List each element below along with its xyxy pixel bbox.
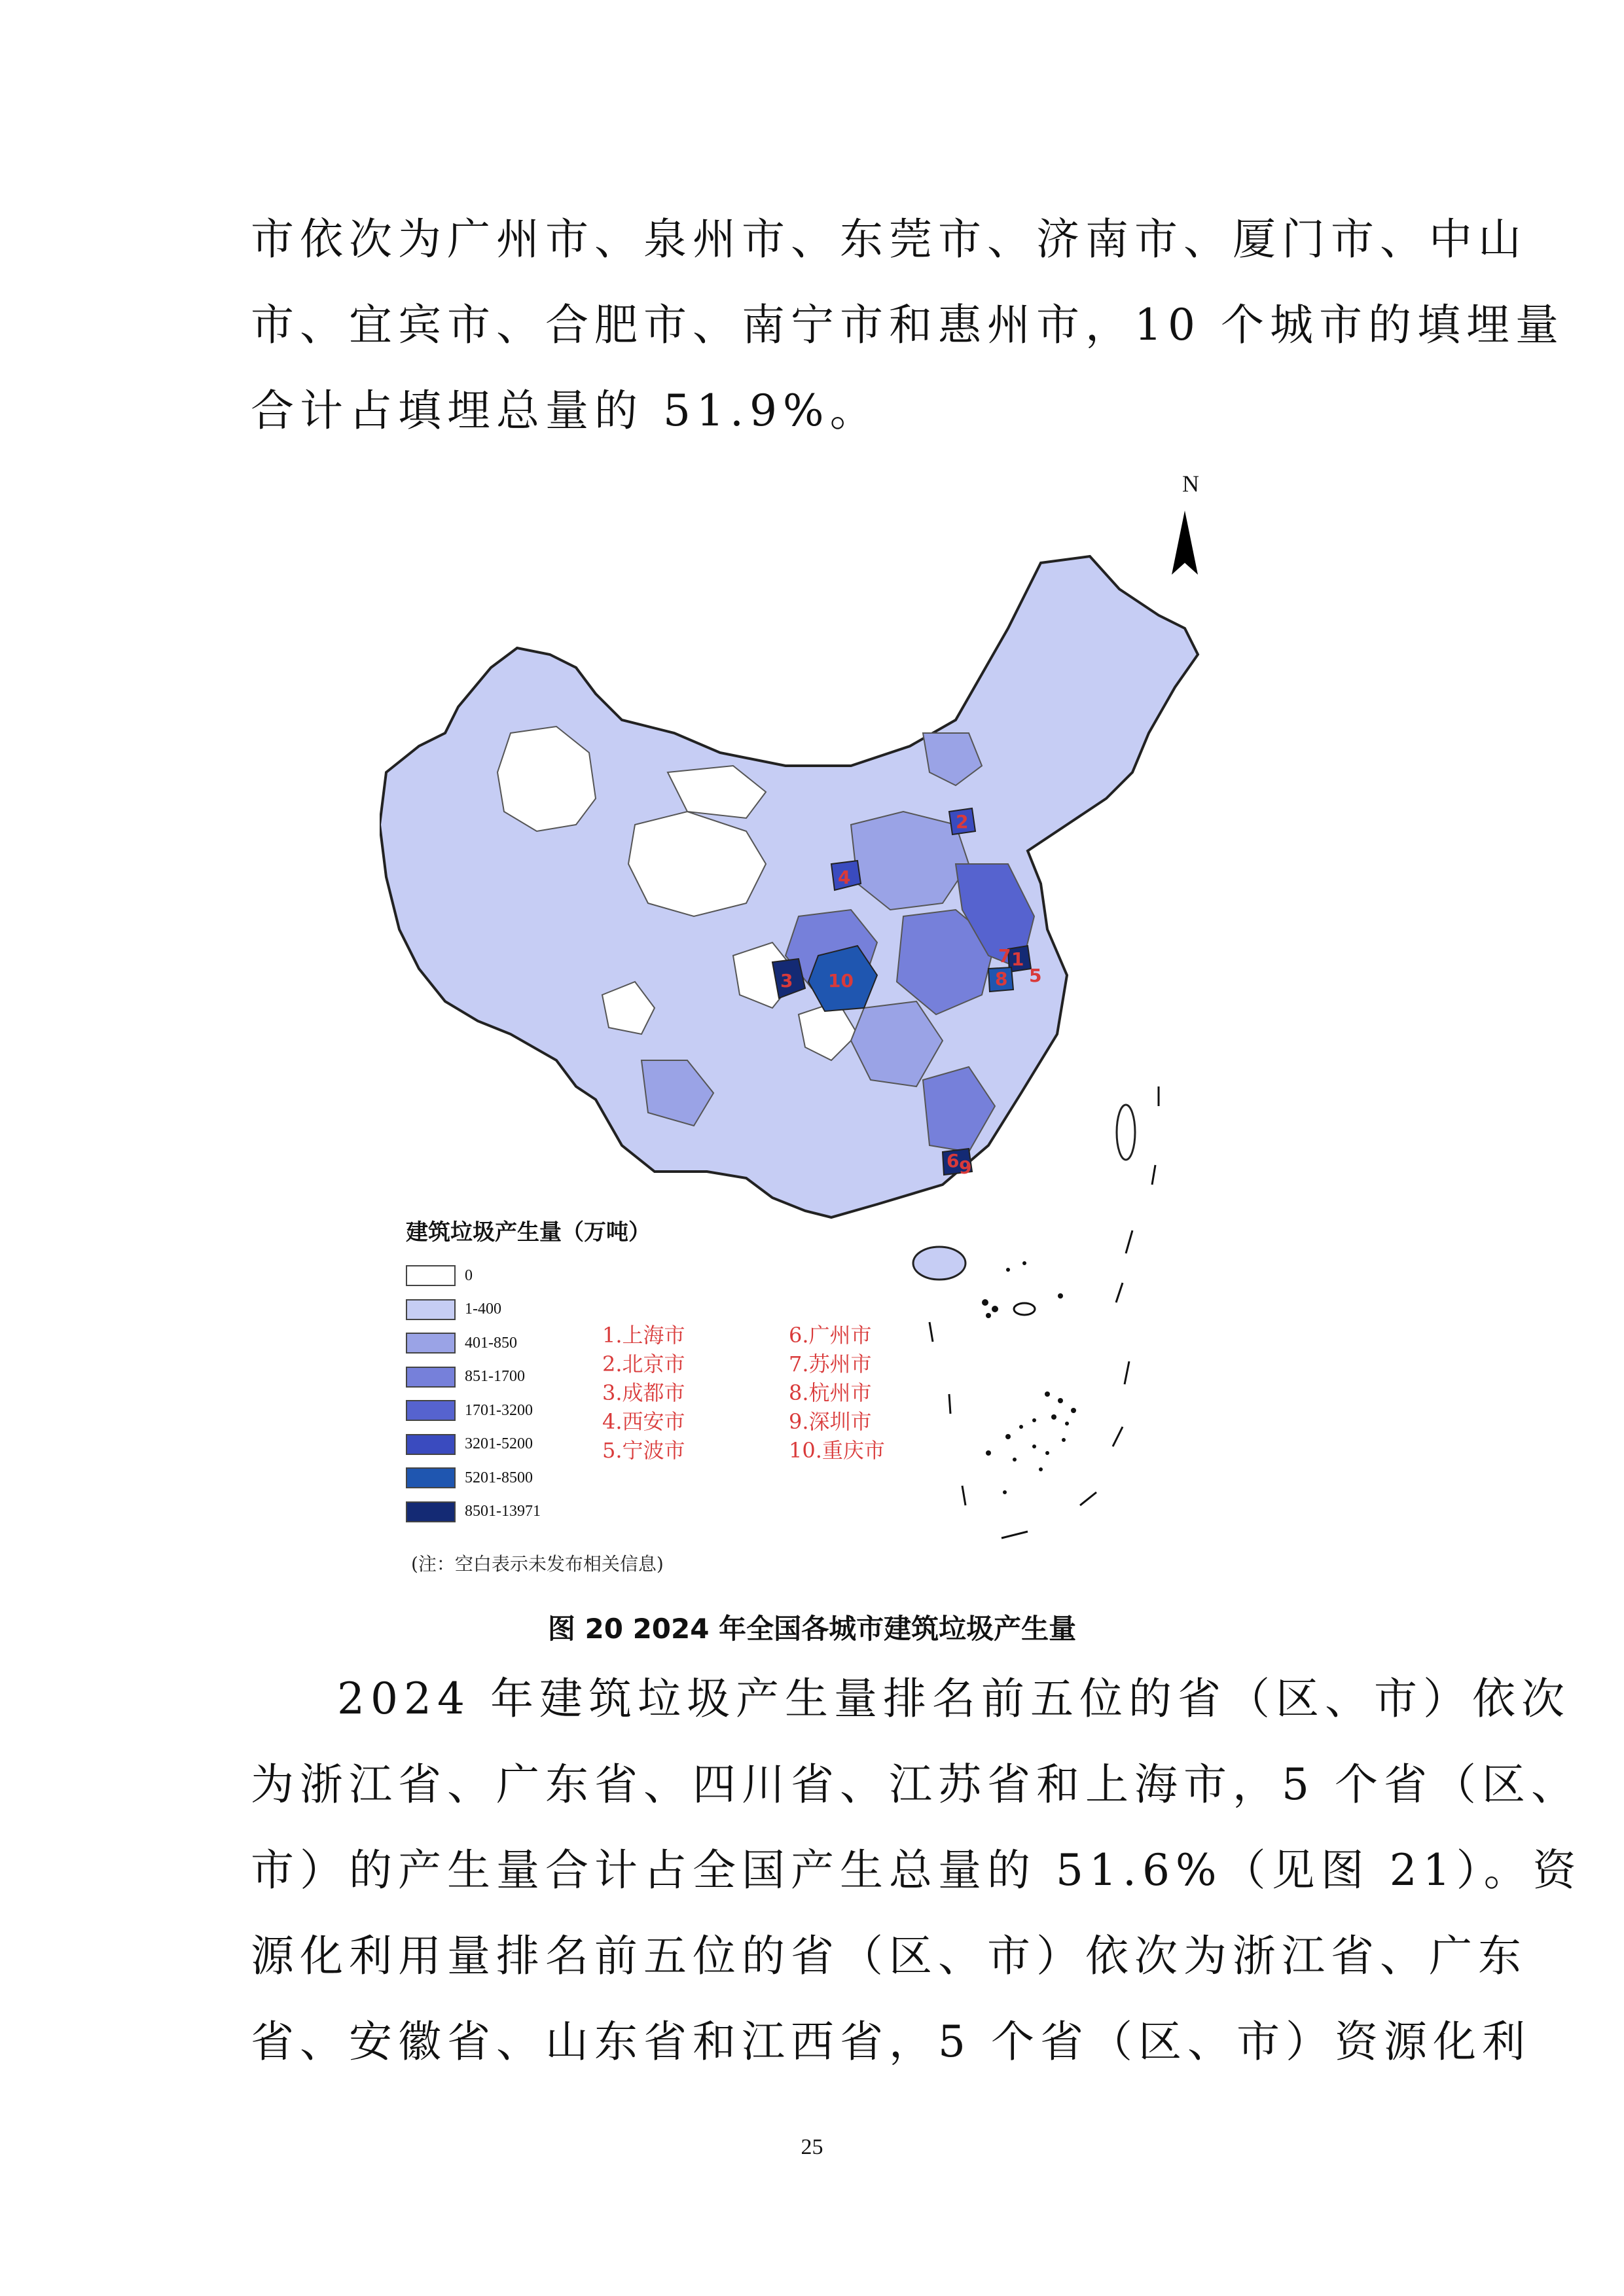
legend-label: 5201-8500 xyxy=(465,1469,533,1486)
legend-item xyxy=(406,1263,473,1288)
legend-label: 851-1700 xyxy=(465,1368,525,1385)
text-line: 市、宜宾市、合肥市、南宁市和惠州市，10 个城市的填埋量 xyxy=(251,300,1564,350)
paragraph-bottom xyxy=(251,1656,1582,2085)
city-list-item: 7.苏州市 xyxy=(789,1352,872,1376)
text-line: 2024 年建筑垃圾产生量排名前五位的省（区、市）依次 xyxy=(337,1674,1570,1724)
islands xyxy=(982,1261,1076,1494)
legend-swatch xyxy=(406,1434,456,1455)
text-line: 合计占填埋总量的 51.9%。 xyxy=(251,386,879,436)
city-marker: 1 xyxy=(1011,948,1024,970)
legend-item xyxy=(406,1297,501,1322)
country-outline xyxy=(380,556,1198,1217)
city-list-item: 10.重庆市 xyxy=(789,1438,885,1463)
map-note: (注：空白表示未发布相关信息) xyxy=(411,1553,664,1575)
city-list-item: 9.深圳市 xyxy=(789,1409,872,1434)
legend-label: 8501-13971 xyxy=(465,1503,541,1520)
legend-swatch xyxy=(406,1265,456,1286)
city-marker: 8 xyxy=(995,968,1008,990)
legend-swatch xyxy=(406,1501,456,1522)
city-marker: 6 xyxy=(947,1150,960,1172)
legend-swatch xyxy=(406,1467,456,1488)
legend-swatch xyxy=(406,1299,456,1320)
legend-label: 1701-3200 xyxy=(465,1401,533,1419)
city-list-item: 5.宁波市 xyxy=(602,1438,685,1463)
city-marker: 5 xyxy=(1029,965,1042,986)
text-line: 源化利用量排名前五位的省（区、市）依次为浙江省、广东 xyxy=(251,1931,1527,1981)
text-line: 为浙江省、广东省、四川省、江苏省和上海市，5 个省（区、 xyxy=(251,1759,1580,1810)
city-marker: 3 xyxy=(780,970,793,992)
legend-label: 1-400 xyxy=(465,1300,501,1318)
legend-swatch xyxy=(406,1400,456,1421)
text-line: 省、安徽省、山东省和江西省，5 个省（区、市）资源化利 xyxy=(251,2017,1531,2067)
city-marker: 7 xyxy=(998,945,1011,967)
city-list-item: 8.杭州市 xyxy=(789,1380,872,1405)
legend-swatch xyxy=(406,1333,456,1354)
city-list-left xyxy=(602,1321,685,1465)
city-marker: 9 xyxy=(959,1157,972,1178)
city-marker: 4 xyxy=(838,867,851,888)
paragraph-top xyxy=(251,196,1564,454)
legend-item xyxy=(406,1465,533,1490)
page-number: 25 xyxy=(801,2135,823,2159)
legend-label: 0 xyxy=(465,1266,473,1284)
hainan-island xyxy=(913,1247,965,1280)
city-list-item: 3.成都市 xyxy=(602,1380,685,1405)
city-list-item: 6.广州市 xyxy=(789,1323,872,1348)
legend-item xyxy=(406,1432,533,1457)
north-arrow-icon xyxy=(1172,511,1198,575)
legend-label: 401-850 xyxy=(465,1334,517,1352)
north-label: N xyxy=(1182,471,1199,497)
text-line: 市依次为广州市、泉州市、东莞市、济南市、厦门市、中山 xyxy=(251,214,1527,264)
city-list-item: 4.西安市 xyxy=(602,1409,685,1434)
text-line: 市）的产生量合计占全国产生总量的 51.6%（见图 21）。资 xyxy=(251,1845,1582,1895)
legend-item xyxy=(406,1499,541,1524)
city-list-item: 2.北京市 xyxy=(602,1352,685,1376)
legend-swatch xyxy=(406,1367,456,1388)
city-list-item: 1.上海市 xyxy=(602,1323,685,1348)
figure-caption: 图 20 2024 年全国各城市建筑垃圾产生量 xyxy=(547,1613,1077,1645)
city-marker: 10 xyxy=(828,970,854,992)
legend-title: 建筑垃圾产生量（万吨） xyxy=(406,1219,651,1246)
legend-item xyxy=(406,1331,517,1355)
legend-item xyxy=(406,1365,525,1390)
legend-item xyxy=(406,1398,533,1423)
taiwan-island xyxy=(1117,1105,1135,1160)
city-marker: 2 xyxy=(956,811,969,833)
legend-label: 3201-5200 xyxy=(465,1435,533,1452)
city-list-right xyxy=(789,1321,885,1465)
